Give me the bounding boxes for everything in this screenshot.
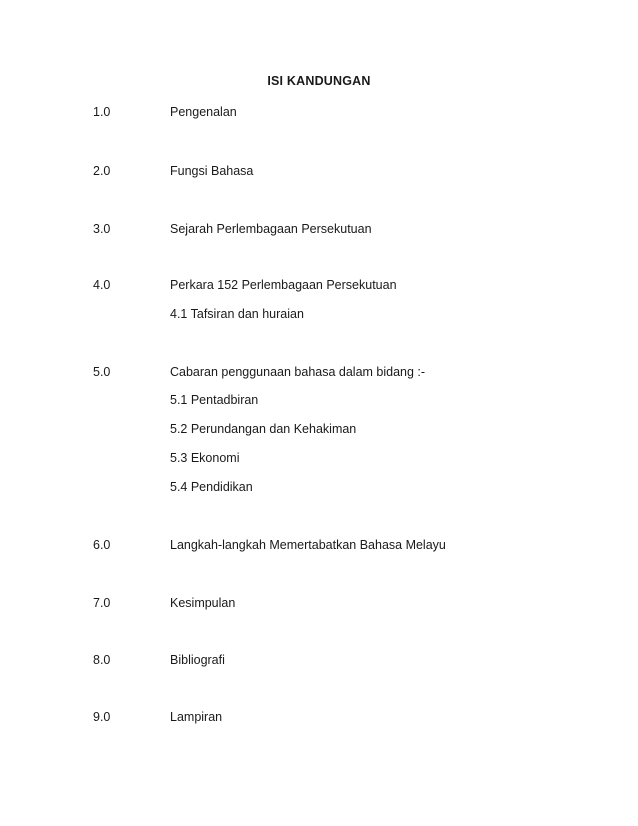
toc-entry: Langkah-langkah Memertabatkan Bahasa Melayu [170,538,446,552]
toc-number: 8.0 [93,653,111,667]
toc-subentry: 4.1 Tafsiran dan huraian [170,307,304,321]
toc-entry: Lampiran [170,710,223,724]
toc-subentry: 5.3 Ekonomi [170,451,240,465]
toc-entry: Cabaran penggunaan bahasa dalam bidang :- [170,365,426,379]
toc-number: 3.0 [93,222,111,236]
page-title: ISI KANDUNGAN [267,74,371,88]
toc-subentry: 5.1 Pentadbiran [170,393,259,407]
toc-number: 1.0 [93,105,111,119]
toc-entry: Bibliografi [170,653,225,667]
toc-number: 4.0 [93,278,111,292]
toc-entry: Sejarah Perlembagaan Persekutuan [170,222,372,236]
toc-number: 2.0 [93,164,111,178]
toc-number: 7.0 [93,596,111,610]
toc-number: 6.0 [93,538,111,552]
toc-entry: Pengenalan [170,105,237,119]
toc-subentry: 5.2 Perundangan dan Kehakiman [170,422,357,436]
toc-entry: Kesimpulan [170,596,236,610]
toc-entry: Fungsi Bahasa [170,164,254,178]
toc-entry: Perkara 152 Perlembagaan Persekutuan [170,278,397,292]
toc-number: 9.0 [93,710,111,724]
toc-number: 5.0 [93,365,111,379]
toc-subentry: 5.4 Pendidikan [170,480,253,494]
